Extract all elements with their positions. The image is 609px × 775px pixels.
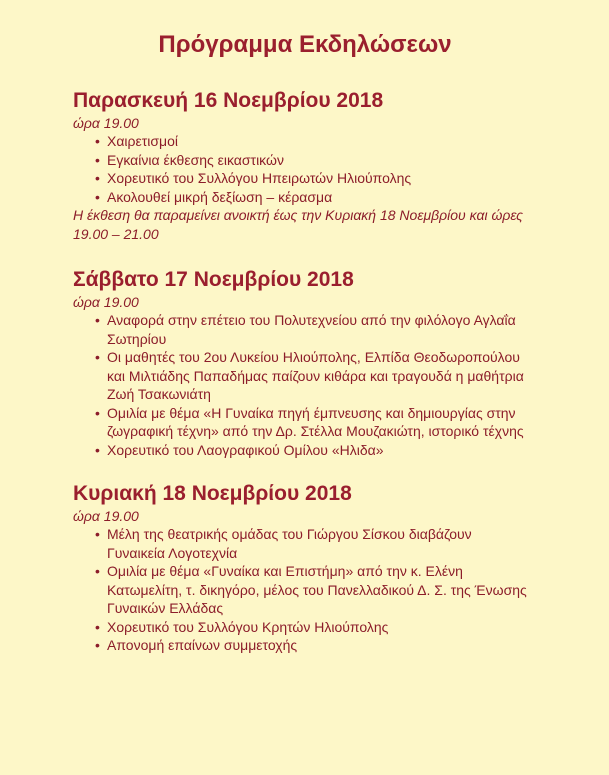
list-item: • Αναφορά στην επέτειο του Πολυτεχνείου από την φιλόλογο Αγλαΐα Σωτηρίου — [95, 311, 527, 348]
day-section-friday — [73, 88, 569, 243]
event-list — [73, 132, 569, 206]
list-item: • Χορευτικό του Λαογραφικού Ομίλου «Ηλιδα» — [95, 441, 569, 460]
day-heading: Παρασκευή 16 Νοεμβρίου 2018 — [73, 89, 384, 112]
event-time: ώρα 19.00 — [73, 294, 139, 310]
page-title: Πρόγραμμα Εκδηλώσεων — [158, 31, 452, 58]
list-item: • Χορευτικό του Συλλόγου Κρητών Ηλιούπολης — [95, 618, 569, 637]
list-item: • Χορευτικό του Συλλόγου Ηπειρωτών Ηλιούπολης — [95, 169, 569, 188]
list-item: • Εγκαίνια έκθεσης εικαστικών — [95, 151, 569, 170]
event-list — [73, 525, 569, 655]
day-section-saturday — [73, 267, 569, 459]
day-section-sunday — [73, 481, 569, 655]
list-item: • Ομιλία με θέμα «Η Γυναίκα πηγή έμπνευσης και δημιουργίας στην ζωγραφική τέχνη» από την Δρ. Στέλλα Μουζακιώτη, ιστορικό τέχνης — [95, 404, 532, 441]
list-item: • Απονομή επαίνων συμμετοχής — [95, 636, 569, 655]
event-time: ώρα 19.00 — [73, 115, 139, 131]
list-item: • Ομιλία με θέμα «Γυναίκα και Επιστήμη» από την κ. Ελένη Κατωμελίτη, τ. δικηγόρο, μέλος του Πανελλαδικού Δ. Σ. της Ένωσης Γυναικών Ελλάδας — [95, 562, 532, 618]
list-item: • Χαιρετισμοί — [95, 132, 569, 151]
list-item: • Οι μαθητές του 2ου Λυκείου Ηλιούπολης, Ελπίδα Θεοδωροπούλου και Μιλτιάδης Παπαδήμας παίζουν κιθάρα και τραγουδά η μαθήτρια Ζωή Τσακωνιάτη — [95, 348, 537, 404]
list-item: • Ακολουθεί μικρή δεξίωση – κέρασμα — [95, 188, 569, 207]
event-time: ώρα 19.00 — [73, 508, 139, 524]
exhibition-note: Η έκθεση θα παραμείνει ανοικτή έως την Κυριακή 18 Νοεμβρίου και ώρες 19.00 – 21.00 — [73, 207, 523, 242]
day-heading: Κυριακή 18 Νοεμβρίου 2018 — [73, 482, 352, 505]
day-heading: Σάββατο 17 Νοεμβρίου 2018 — [73, 268, 354, 291]
event-list — [73, 311, 569, 459]
list-item: • Μέλη της θεατρικής ομάδας του Γιώργου Σίσκου διαβάζουν Γυναικεία Λογοτεχνία — [95, 525, 517, 562]
